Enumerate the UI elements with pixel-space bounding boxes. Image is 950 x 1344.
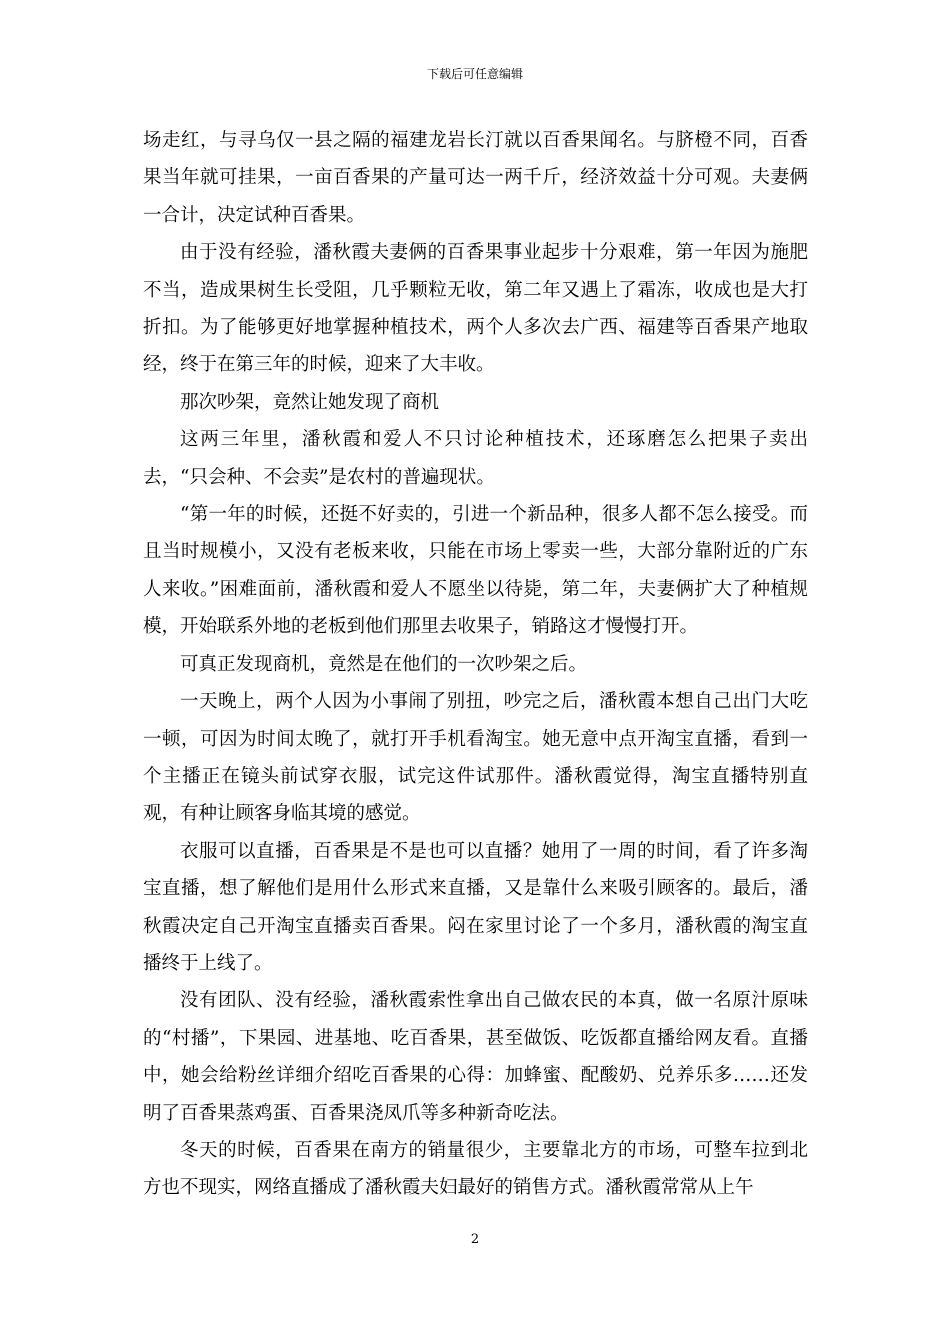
paragraph: 一天晚上，两个人因为小事闹了别扭，吵完之后，潘秋霞本想自己出门大吃一顿，可因为时间太晚了，就打开手机看淘宝。她无意中点开淘宝直播，看到一个主播正在镜头前试穿衣服，试完这件试那件。潘秋霞觉得，淘宝直播特别直观，有种让顾客身临其境的感觉。	[143, 691, 808, 825]
paragraph: 冬天的时候，百香果在南方的销量很少，主要靠北方的市场，可整车拉到北方也不现实，网络直播成了潘秋霞夫妇最好的销售方式。潘秋霞常常从上午	[143, 1139, 808, 1199]
page-number: 2	[470, 1232, 480, 1247]
paragraph: 没有团队、没有经验，潘秋霞索性拿出自己做农民的本真，做一名原汁原味的“村播”，下果园、进基地、吃百香果，甚至做饭、吃饭都直播给网友看。直播中，她会给粉丝详细介绍吃百香果的心得：加蜂蜜、配酸奶、兑养乐多……还发明了百香果蒸鸡蛋、百香果浇凤爪等多种新奇吃法。	[143, 990, 808, 1124]
paragraph: 衣服可以直播，百香果是不是也可以直播？她用了一周的时间，看了许多淘宝直播，想了解他们是用什么形式来直播，又是靠什么来吸引顾客的。最后，潘秋霞决定自己开淘宝直播卖百香果。闷在家里讨论了一个多月，潘秋霞的淘宝直播终于上线了。	[143, 840, 808, 974]
page-header: 下载后可任意编辑	[426, 67, 523, 81]
body-text	[143, 122, 808, 1207]
paragraph: 可真正发现商机，竟然是在他们的一次吵架之后。	[180, 653, 588, 675]
paragraph: 这两三年里，潘秋霞和爱人不只讨论种植技术，还琢磨怎么把果子卖出去，“只会种、不会卖”是农村的普遍现状。	[143, 429, 808, 488]
paragraph: “第一年的时候，还挺不好卖的，引进一个新品种，很多人都不怎么接受。而且当时规模小，又没有老板来收，只能在市场上零卖一些，大部分靠附近的广东人来收。”困难面前，潘秋霞和爱人不愿坐以待毙，第二年，夫妻俩扩大了种植规模，开始联系外地的老板到他们那里去收果子，销路这才慢慢打开。	[143, 504, 808, 638]
paragraph: 由于没有经验，潘秋霞夫妻俩的百香果事业起步十分艰难，第一年因为施肥不当，造成果树生长受阻，几乎颗粒无收，第二年又遇上了霜冻，收成也是大打折扣。为了能够更好地掌握种植技术，两个人多次去广西、福建等百香果产地取经，终于在第三年的时候，迎来了大丰收。	[143, 242, 808, 376]
paragraph: 场走红，与寻乌仅一县之隔的福建龙岩长汀就以百香果闻名。与脐橙不同，百香果当年就可挂果，一亩百香果的产量可达一两千斤，经济效益十分可观。夫妻俩一合计，决定试种百香果。	[143, 130, 808, 226]
section-heading: 那次吵架，竟然让她发现了商机	[180, 391, 440, 413]
